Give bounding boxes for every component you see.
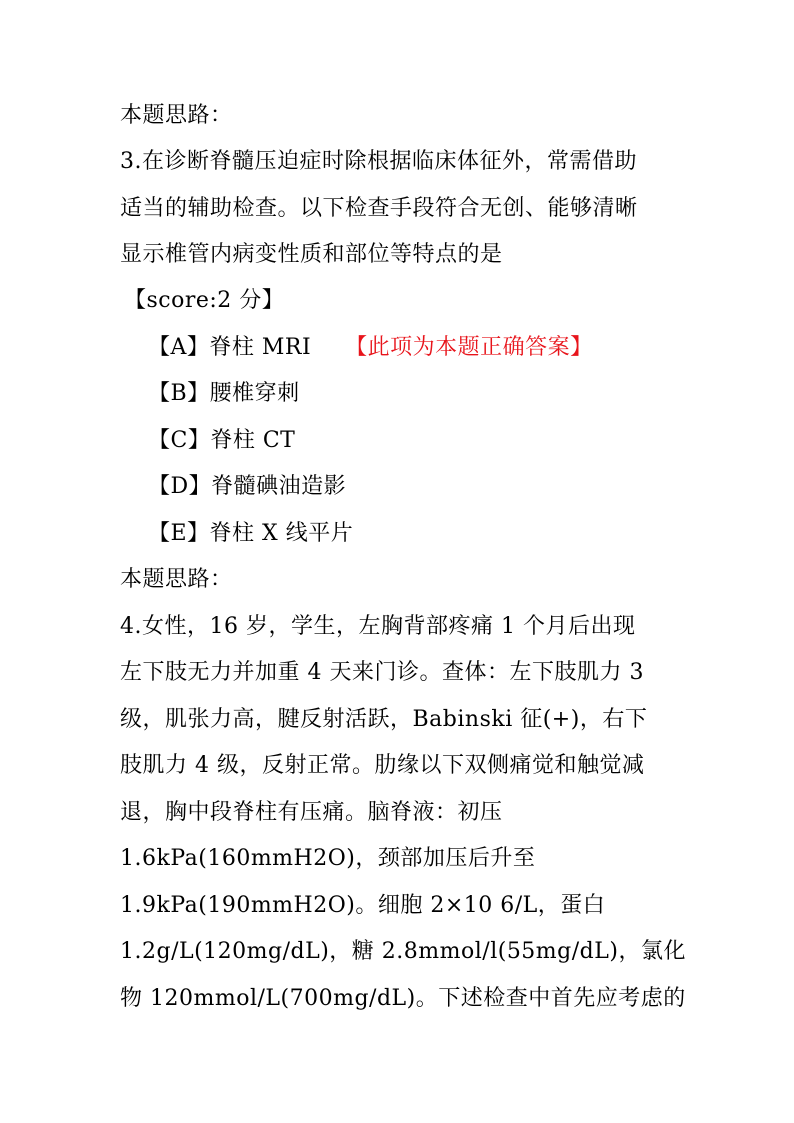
question-4-stem-line-8: 1.2g/L(120mg/dL)，糖 2.8mmol/l(55mg/dL)，氯化: [120, 939, 686, 964]
question-3-stem-line-1: 3.在诊断脊髓压迫症时除根据临床体征外，常需借助: [120, 149, 637, 174]
question-4-stem-line-1: 4.女性，16 岁，学生，左胸背部疼痛 1 个月后出现: [120, 614, 636, 639]
thought-label: 本题思路：: [120, 103, 233, 128]
question-3-stem-line-2: 适当的辅助检查。以下检查手段符合无创、能够清晰: [120, 196, 638, 221]
thought-label-after: 本题思路：: [120, 567, 233, 592]
option-a: [148, 334, 593, 362]
option-e: 【E】脊柱 X 线平片: [148, 521, 354, 546]
option-c: 【C】脊柱 CT: [148, 428, 296, 453]
option-a-label: 【A】脊柱 MRI: [148, 335, 312, 360]
question-4-stem-line-2: 左下肢无力并加重 4 天来门诊。查体：左下肢肌力 3: [120, 660, 644, 685]
option-b: 【B】腰椎穿刺: [148, 381, 300, 406]
correct-answer-marker: 【此项为本题正确答案】: [345, 335, 593, 360]
score-label: 【score:2 分】: [124, 288, 285, 313]
question-3-stem-line-3: 显示椎管内病变性质和部位等特点的是: [120, 242, 503, 267]
question-4-stem-line-3: 级，肌张力高，腱反射活跃，Babinski 征(+)，右下: [120, 707, 648, 732]
question-4-stem-line-7: 1.9kPa(190mmH2O)。细胞 2×10 6/L，蛋白: [120, 893, 606, 918]
question-4-stem-line-9: 物 120mmol/L(700mg/dL)。下述检查中首先应考虑的: [120, 986, 686, 1011]
option-d: 【D】脊髓碘油造影: [148, 474, 347, 499]
question-4-stem-line-4: 肢肌力 4 级，反射正常。肋缘以下双侧痛觉和触觉减: [120, 753, 645, 778]
question-4-stem-line-5: 退，胸中段脊柱有压痛。脑脊液：初压: [120, 800, 503, 825]
question-4-stem-line-6: 1.6kPa(160mmH2O)，颈部加压后升至: [120, 846, 536, 871]
